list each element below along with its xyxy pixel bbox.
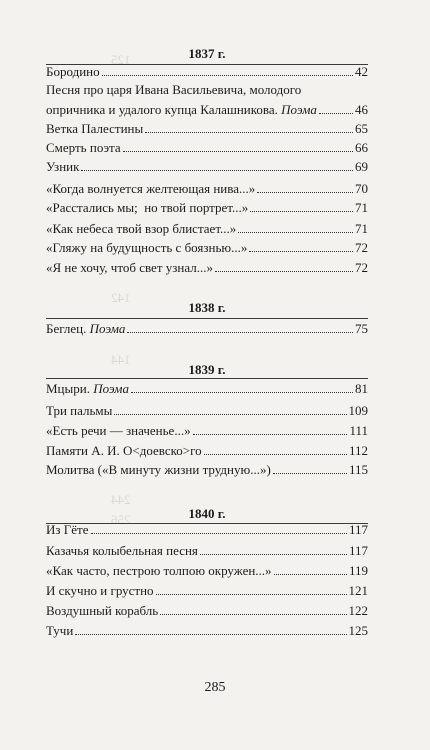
dot-leader	[123, 151, 353, 152]
entry-page: 117	[348, 543, 368, 558]
toc-entry[interactable]	[46, 140, 368, 156]
dot-leader	[319, 113, 353, 114]
toc-entry[interactable]	[46, 200, 368, 216]
entry-genre: Поэма	[281, 102, 317, 117]
entry-title: Молитва («В минуту жизни трудную...»)	[46, 462, 271, 477]
entry-title: Воздушный корабль	[46, 603, 159, 618]
entry-title: Казачья колыбельная песня	[46, 543, 198, 558]
toc-entry[interactable]	[46, 64, 368, 80]
toc-entry[interactable]	[46, 321, 368, 337]
entry-title: «Я не хочу, чтоб свет узнал...»	[46, 260, 213, 275]
dot-leader	[238, 232, 353, 233]
entry-page: 70	[355, 181, 368, 196]
entry-title-line2-row	[46, 102, 368, 118]
toc-entry[interactable]	[46, 82, 368, 118]
entry-genre: Поэма	[89, 321, 126, 336]
show-through: 244	[110, 492, 130, 507]
toc-entry[interactable]	[46, 240, 368, 256]
toc-entry[interactable]	[46, 462, 368, 478]
toc-entry[interactable]	[46, 423, 368, 439]
section-year-1839: 1839 г.	[188, 362, 226, 377]
toc-entry[interactable]	[46, 443, 368, 459]
entry-title: И скучно и грустно	[46, 583, 154, 598]
entry-page: 81	[355, 381, 368, 396]
section-year-1837: 1837 г.	[188, 46, 226, 61]
dot-leader	[156, 594, 347, 595]
dot-leader	[127, 332, 353, 333]
entry-page: 125	[348, 623, 368, 638]
entry-title: «Как часто, пестрою толпою окружен...»	[46, 563, 272, 578]
entry-page: 121	[348, 583, 368, 598]
dot-leader	[114, 414, 346, 415]
entry-title: «Расстались мы; но твой портрет...»	[46, 200, 249, 215]
entry-page: 71	[355, 200, 368, 215]
entry-page: 72	[355, 260, 368, 275]
toc-entry[interactable]	[46, 260, 368, 276]
dot-leader	[145, 132, 353, 133]
entry-page: 112	[348, 443, 368, 458]
dot-leader	[81, 170, 353, 171]
entry-page: 115	[348, 462, 368, 477]
entry-page: 111	[349, 423, 368, 438]
entry-title: Бородино	[46, 64, 100, 79]
toc-entry[interactable]	[46, 181, 368, 197]
entry-title: «Как небеса твой взор блистает...»	[46, 221, 237, 236]
dot-leader	[75, 634, 346, 635]
dot-leader	[160, 614, 346, 615]
entry-page: 75	[355, 321, 368, 336]
entry-page: 42	[355, 64, 368, 79]
dot-leader	[257, 192, 353, 193]
toc-entry[interactable]	[46, 623, 368, 639]
section-divider	[46, 318, 368, 319]
dot-leader	[193, 434, 348, 435]
toc-entry[interactable]	[46, 583, 368, 599]
entry-title: Смерть поэта	[46, 140, 121, 155]
show-through: 142	[110, 290, 130, 305]
entry-page: 65	[355, 121, 368, 136]
toc-entry[interactable]	[46, 121, 368, 137]
entry-page: 117	[348, 522, 368, 537]
toc-entry[interactable]	[46, 603, 368, 619]
entry-genre: Поэма	[93, 381, 129, 396]
entry-title: Узник	[46, 159, 80, 174]
entry-page: 72	[355, 240, 368, 255]
toc-entry[interactable]	[46, 381, 368, 397]
entry-title: «Есть речи — значенье...»	[46, 423, 191, 438]
entry-title: Три пальмы	[46, 403, 113, 418]
entry-page: 71	[355, 221, 368, 236]
dot-leader	[249, 251, 353, 252]
entry-title: Ветка Палестины	[46, 121, 144, 136]
dot-leader	[204, 454, 347, 455]
dot-leader	[91, 533, 347, 534]
dot-leader	[102, 75, 353, 76]
toc-entry[interactable]	[46, 522, 368, 538]
dot-leader	[200, 554, 347, 555]
entry-title: «Когда волнуется желтеющая нива...»	[46, 181, 256, 196]
dot-leader	[215, 271, 353, 272]
entry-title: «Гляжу на будущность с боязнью...»	[46, 240, 248, 255]
entry-title-line2: опричника и удалого купца Калашникова.	[46, 102, 278, 117]
section-divider	[46, 378, 368, 379]
page-number: 285	[204, 680, 226, 695]
entry-title: Памяти А. И. О<доевско>го	[46, 443, 202, 458]
section-year-1840: 1840 г.	[188, 506, 226, 521]
entry-title: Беглец.	[46, 321, 87, 336]
dot-leader	[131, 392, 353, 393]
dot-leader	[250, 211, 353, 212]
entry-title: Мцыри.	[46, 381, 90, 396]
entry-title-line1: Песня про царя Ивана Васильевича, молодого	[46, 82, 302, 97]
entry-page: 109	[348, 403, 368, 418]
dot-leader	[273, 473, 347, 474]
dot-leader	[274, 574, 347, 575]
show-through: 144	[110, 352, 130, 367]
entry-page: 122	[348, 603, 368, 618]
toc-entry[interactable]	[46, 221, 368, 237]
entry-page: 69	[355, 159, 368, 174]
toc-entry[interactable]	[46, 563, 368, 579]
toc-entry[interactable]	[46, 543, 368, 559]
toc-entry[interactable]	[46, 403, 368, 419]
entry-title: Тучи	[46, 623, 74, 638]
entry-page: 119	[348, 563, 368, 578]
entry-page: 46	[355, 102, 368, 117]
toc-entry[interactable]	[46, 159, 368, 175]
entry-page: 66	[355, 140, 368, 155]
section-year-1838: 1838 г.	[188, 300, 226, 315]
entry-title: Из Гёте	[46, 522, 89, 537]
show-through: 125	[110, 52, 130, 67]
show-through: 256	[110, 512, 130, 527]
